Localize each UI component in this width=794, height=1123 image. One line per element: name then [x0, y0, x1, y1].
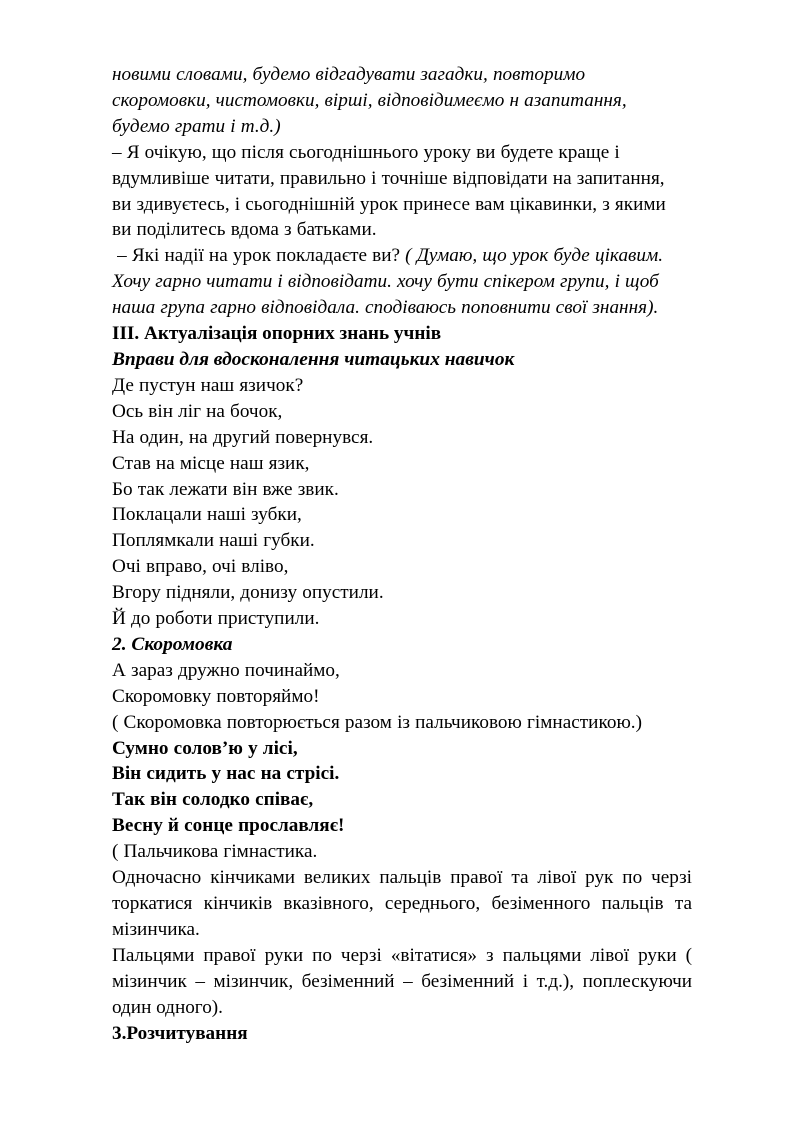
poem-line: Поплямкали наші губки.: [112, 530, 315, 552]
text-line: Скоромовку повторяймо!: [112, 685, 320, 707]
subheading-reading-exercises: Вправи для вдосконалення читацьких навичок: [112, 348, 515, 370]
label-finger-gymnastics: ( Пальчикова гімнастика.: [112, 841, 318, 863]
poem-line: Вгору підняли, донизу опустили.: [112, 582, 384, 604]
text-line: новими словами, будемо відгадувати загадки, повторимо: [112, 64, 586, 85]
text-line: наша група гарно відповідала. сподіваюсь поповнити свої знання).: [112, 297, 659, 319]
poem-line: Бо так лежати він вже звик.: [112, 478, 339, 500]
text-line: ви поділитесь вдома з батьками.: [112, 219, 377, 241]
heading-item-3-rozchytuvannya: 3.Розчитування: [112, 1022, 248, 1044]
poem-tongue-warmup: [112, 373, 692, 632]
text-line: ( Скоромовка повторюється разом із пальчиковою гімнастикою.): [112, 711, 643, 733]
poem-line: Став на місце наш язик,: [112, 452, 310, 474]
verse-skoromovka-bold: [112, 736, 692, 840]
poem-line: Ось він ліг на бочок,: [112, 400, 283, 422]
heading-section-iii: ІІІ. Актуалізація опорних знань учнів: [112, 323, 442, 345]
hopes-answer-opening: ( Думаю, що урок буде цікавим.: [400, 245, 664, 267]
verse-line: Сумно солов’ю у лісі,: [112, 737, 298, 759]
hopes-first-line: [112, 243, 692, 269]
text-line: Хочу гарно читати і відповідати. хочу бути спікером групи, і щоб: [112, 271, 659, 293]
verse-line: Так він солодко співає,: [112, 789, 314, 811]
text-line: вдумливіше читати, правильно і точніше відповідати на запитання,: [112, 167, 665, 189]
paragraph-skoromovka-intro: [112, 658, 692, 736]
poem-line: На один, на другий повернувся.: [112, 426, 374, 448]
paragraph-finger-instruction-2: Пальцями правої руки по черзі «вітатися» з пальцями лівої руки ( мізинчик – мізинчик, безіменний – безіменний і т.д.), поплескуючи один одного).: [112, 944, 692, 1018]
paragraph-intro-italic: [112, 62, 692, 140]
text-line: А зараз дружно починаймо,: [112, 659, 340, 681]
poem-line: Де пустун наш язичок?: [112, 374, 304, 396]
paragraph-hopes: [112, 243, 692, 321]
poem-line: Й до роботи приступили.: [112, 608, 320, 630]
text-line: – Я очікую, що після сьогоднішнього уроку ви будете краще і: [112, 141, 620, 163]
heading-item-2-skoromovka: 2. Скоромовка: [112, 633, 233, 655]
paragraph-finger-instruction-1: Одночасно кінчиками великих пальців правої та лівої рук по черзі торкатися кінчиків вказівного, середнього, безіменного пальців та мізинчика.: [112, 867, 692, 940]
poem-line: Очі вправо, очі вліво,: [112, 556, 289, 578]
verse-line: Він сидить у нас на стрісі.: [112, 763, 340, 785]
text-line: будемо грати і т.д.): [112, 115, 281, 137]
paragraph-expectation: [112, 140, 692, 244]
hopes-question-text: – Які надії на урок покладаєте ви?: [112, 245, 401, 267]
verse-line: Весну й сонце прославляє!: [112, 815, 345, 837]
poem-line: Поклацали наші зубки,: [112, 504, 302, 526]
page-content: [112, 62, 692, 1046]
text-line: ви здивуєтесь, і сьогоднішній урок принесе вам цікавинки, з якими: [112, 193, 666, 215]
text-line: скоромовки, чистомовки, вірші, відповідимеємо н азапитання,: [112, 89, 627, 111]
